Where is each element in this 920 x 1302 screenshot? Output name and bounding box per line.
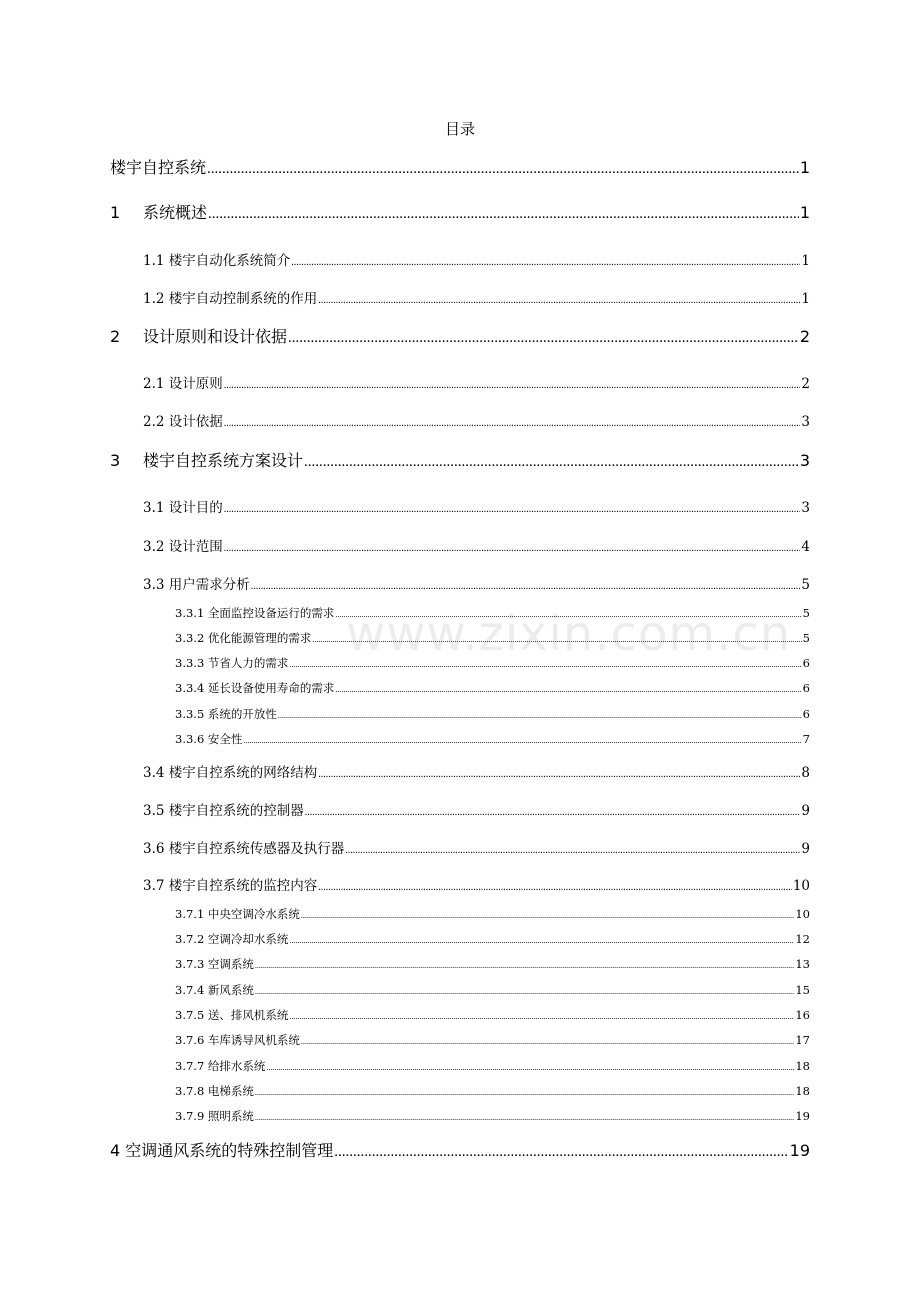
toc-entry-page-number: 17 xyxy=(795,1033,810,1047)
toc-entry-title: 3.3 用户需求分析 xyxy=(143,577,250,593)
toc-entry-title: 楼宇自控系统方案设计 xyxy=(143,451,304,470)
toc-entry-page-number: 13 xyxy=(795,957,810,971)
toc-dot-leader xyxy=(255,1113,794,1122)
toc-dot-leader xyxy=(318,769,800,780)
toc-dot-leader xyxy=(312,635,801,644)
toc-entry-title: 3.5 楼宇自控系统的控制器 xyxy=(143,803,304,819)
toc-dot-leader xyxy=(305,807,801,818)
toc-entry-page-number: 5 xyxy=(801,577,810,593)
toc-entry[interactable] xyxy=(175,956,810,972)
toc-entry-page-number: 3 xyxy=(801,500,810,516)
toc-entry-title: 3.7.6 车库诱导风机系统 xyxy=(175,1033,300,1047)
toc-entry-page-number: 3 xyxy=(801,414,810,430)
toc-entry-title: 3.7.5 送、排风机系统 xyxy=(175,1008,289,1022)
toc-entry[interactable] xyxy=(143,799,810,819)
toc-dot-leader xyxy=(289,1012,794,1021)
toc-entry[interactable] xyxy=(110,324,810,347)
toc-entry[interactable] xyxy=(143,761,810,781)
toc-entry[interactable] xyxy=(143,496,810,516)
toc-entry-title: 3.7.4 新风系统 xyxy=(175,983,254,997)
toc-entry[interactable] xyxy=(143,535,810,555)
toc-dot-leader xyxy=(301,1037,794,1046)
toc-entry[interactable] xyxy=(175,1083,810,1099)
toc-dot-leader xyxy=(224,504,801,515)
toc-entry-title: 3.7.3 空调系统 xyxy=(175,957,254,971)
toc-entry-page-number: 6 xyxy=(802,656,810,670)
toc-dot-leader xyxy=(318,882,792,893)
toc-entry-page-number: 1 xyxy=(801,253,810,269)
toc-dot-leader xyxy=(255,987,794,996)
toc-entry-page-number: 4 xyxy=(801,539,810,555)
toc-entry-title: 3.1 设计目的 xyxy=(143,500,223,516)
toc-entry[interactable] xyxy=(143,410,810,430)
toc-entry[interactable] xyxy=(143,837,810,857)
toc-entry[interactable] xyxy=(175,1058,810,1074)
toc-entry[interactable] xyxy=(175,906,810,922)
toc-dot-leader xyxy=(304,454,799,471)
toc-dot-leader xyxy=(243,736,801,745)
toc-entry-page-number: 19 xyxy=(795,1109,810,1123)
toc-dot-leader xyxy=(288,330,799,347)
toc-entry[interactable] xyxy=(143,287,810,307)
toc-entry[interactable] xyxy=(143,249,810,269)
watermark: www.zixin.com.cn xyxy=(346,606,792,662)
toc-entry-title: 3.3.4 延长设备使用寿命的需求 xyxy=(175,681,335,695)
toc-dot-leader xyxy=(289,936,794,945)
toc-entry-page-number: 1 xyxy=(799,203,810,222)
toc-entry-page-number: 15 xyxy=(795,983,810,997)
toc-entry-title: 系统概述 xyxy=(143,203,208,222)
toc-dot-leader xyxy=(224,543,801,554)
toc-entry-page-number: 6 xyxy=(802,681,810,695)
toc-dot-leader xyxy=(251,581,801,592)
toc-entry-title: 楼宇自控系统 xyxy=(110,158,207,177)
toc-dot-leader xyxy=(318,295,800,306)
toc-entry[interactable] xyxy=(175,731,810,747)
toc-entry-page-number: 10 xyxy=(795,907,810,921)
page-title: 目录 xyxy=(444,120,475,138)
toc-dot-leader xyxy=(291,257,800,268)
toc-entry[interactable] xyxy=(175,655,810,671)
toc-entry-title: 3.3.3 节省人力的需求 xyxy=(175,656,289,670)
toc-entry[interactable] xyxy=(175,1108,810,1124)
toc-entry-number: 3 xyxy=(110,451,121,470)
toc-entry-page-number: 16 xyxy=(795,1008,810,1022)
toc-entry-page-number: 7 xyxy=(802,732,810,746)
toc-entry-page-number: 2 xyxy=(801,376,810,392)
toc-entry[interactable] xyxy=(175,706,810,722)
toc-entry-title: 3.3.2 优化能源管理的需求 xyxy=(175,631,312,645)
toc-entry[interactable] xyxy=(175,931,810,947)
toc-entry-page-number: 5 xyxy=(802,631,810,645)
toc-entry[interactable] xyxy=(175,630,810,646)
toc-entry-title: 2.2 设计依据 xyxy=(143,414,223,430)
toc-entry-number: 2 xyxy=(110,327,121,346)
toc-entry[interactable] xyxy=(110,1138,810,1161)
toc-entry-title: 3.7.1 中央空调冷水系统 xyxy=(175,907,300,921)
toc-entry-title: 1.1 楼宇自动化系统简介 xyxy=(143,253,291,269)
toc-dot-leader xyxy=(335,610,801,619)
toc-dot-leader xyxy=(208,206,799,223)
toc-entry-title: 3.4 楼宇自控系统的网络结构 xyxy=(143,765,318,781)
toc-entry-title: 设计原则和设计依据 xyxy=(143,327,288,346)
toc-dot-leader xyxy=(335,685,801,694)
toc-entry-page-number: 5 xyxy=(802,606,810,620)
toc-dot-leader xyxy=(255,1088,794,1097)
toc-entry-page-number: 18 xyxy=(795,1059,810,1073)
toc-entry-page-number: 6 xyxy=(802,707,810,721)
toc-dot-leader xyxy=(301,911,794,920)
toc-dot-leader xyxy=(334,1144,788,1161)
toc-entry-title: 3.7.2 空调冷却水系统 xyxy=(175,932,289,946)
toc-entry[interactable] xyxy=(110,200,810,223)
toc-entry-page-number: 1 xyxy=(801,291,810,307)
toc-entry-title: 3.7.8 电梯系统 xyxy=(175,1084,254,1098)
toc-entry[interactable] xyxy=(110,448,810,471)
toc-entry-title: 3.7.9 照明系统 xyxy=(175,1109,254,1123)
toc-entry[interactable] xyxy=(143,874,810,894)
toc-entry-page-number: 8 xyxy=(801,765,810,781)
toc-entry-title: 3.3.1 全面监控设备运行的需求 xyxy=(175,606,335,620)
toc-dot-leader xyxy=(207,161,799,178)
toc-entry-title: 4 空调通风系统的特殊控制管理 xyxy=(110,1141,334,1160)
toc-entry-number: 1 xyxy=(110,203,121,222)
toc-entry-title: 3.7.7 给排水系统 xyxy=(175,1059,266,1073)
toc-dot-leader xyxy=(266,1063,794,1072)
toc-entry-page-number: 9 xyxy=(801,803,810,819)
toc-dot-leader xyxy=(289,660,801,669)
toc-entry-title: 1.2 楼宇自动控制系统的作用 xyxy=(143,291,318,307)
toc-entry[interactable] xyxy=(110,155,810,178)
toc-dot-leader xyxy=(278,711,802,720)
toc-entry[interactable] xyxy=(143,573,810,593)
toc-entry-title: 3.6 楼宇自控系统传感器及执行器 xyxy=(143,841,345,857)
toc-entry[interactable] xyxy=(175,1007,810,1023)
toc-entry[interactable] xyxy=(175,1032,810,1048)
toc-entry-page-number: 19 xyxy=(789,1141,810,1160)
toc-entry[interactable] xyxy=(143,372,810,392)
toc-entry-title: 3.3.5 系统的开放性 xyxy=(175,707,277,721)
toc-dot-leader xyxy=(224,380,801,391)
toc-entry[interactable] xyxy=(175,605,810,621)
toc-entry-page-number: 12 xyxy=(795,932,810,946)
toc-entry[interactable] xyxy=(175,982,810,998)
toc-entry-title: 3.3.6 安全性 xyxy=(175,732,243,746)
toc-entry-title: 3.7 楼宇自控系统的监控内容 xyxy=(143,878,318,894)
toc-entry[interactable] xyxy=(175,680,810,696)
toc-dot-leader xyxy=(224,418,801,429)
toc-dot-leader xyxy=(255,961,794,970)
toc-entry-page-number: 18 xyxy=(795,1084,810,1098)
toc-entry-page-number: 2 xyxy=(799,327,810,346)
toc-entry-title: 2.1 设计原则 xyxy=(143,376,223,392)
toc-entry-page-number: 3 xyxy=(799,451,810,470)
toc-entry-title: 3.2 设计范围 xyxy=(143,539,223,555)
toc-entry-page-number: 10 xyxy=(792,878,810,894)
toc-entry-page-number: 9 xyxy=(801,841,810,857)
toc-entry-page-number: 1 xyxy=(799,158,810,177)
toc-dot-leader xyxy=(345,845,800,856)
